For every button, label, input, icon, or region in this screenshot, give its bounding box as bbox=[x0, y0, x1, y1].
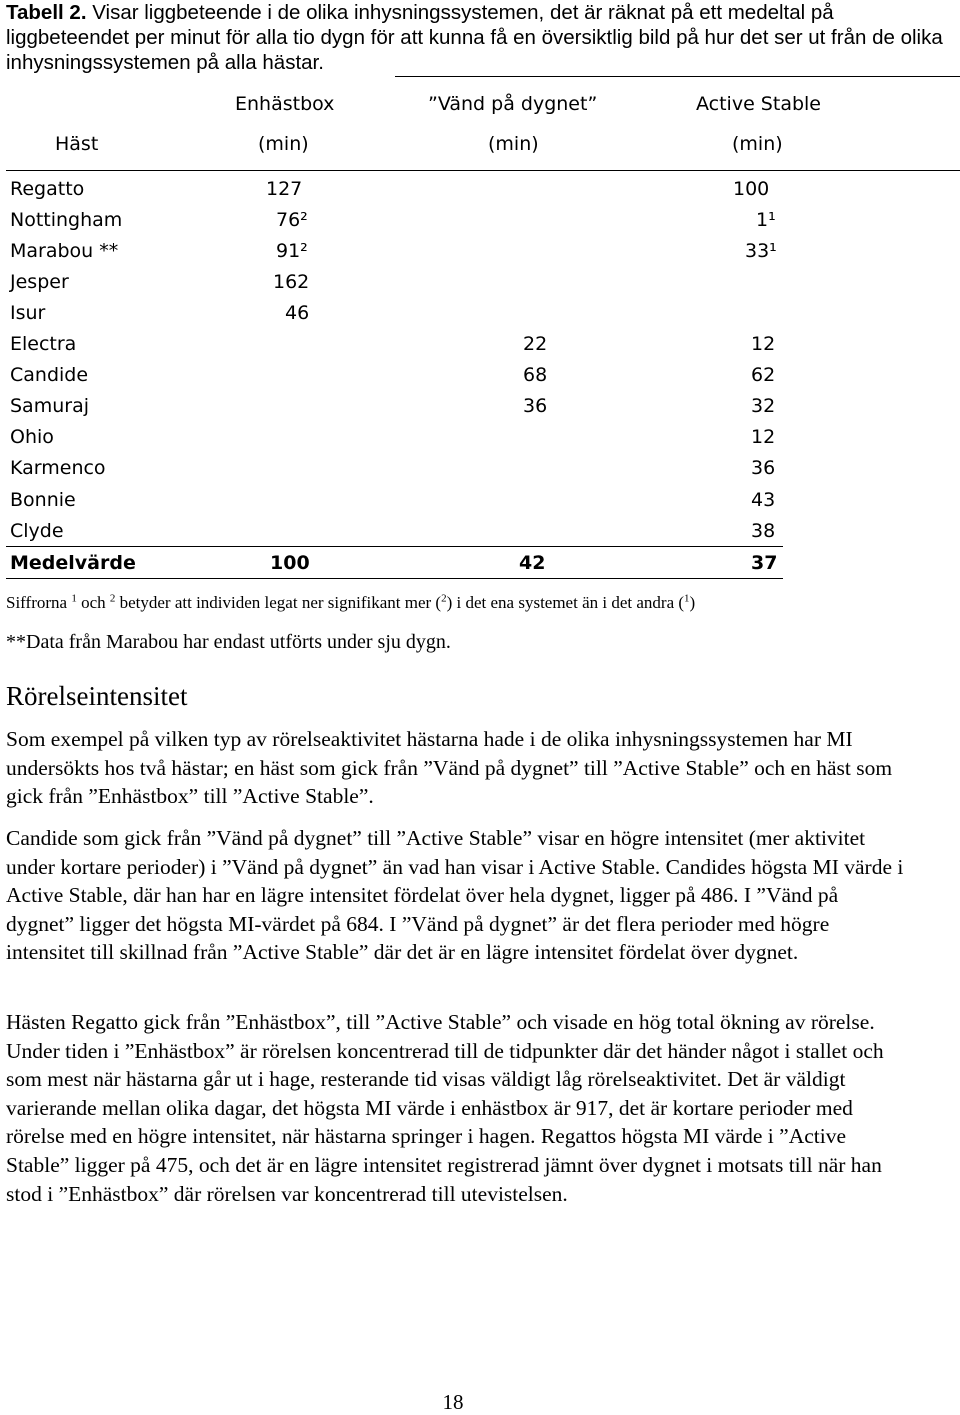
summary-enhastbox: 100 bbox=[270, 552, 310, 574]
row-name: Jesper bbox=[10, 271, 69, 293]
row-name: Karmenco bbox=[10, 457, 106, 479]
row-active: 38 bbox=[751, 520, 776, 542]
row-name: Samuraj bbox=[10, 395, 89, 417]
row-active: 62 bbox=[751, 364, 776, 386]
row-name: Isur bbox=[10, 302, 46, 324]
row-name: Clyde bbox=[10, 520, 64, 542]
footnote-sup: 1 bbox=[684, 592, 690, 605]
header-unit-vand: (min) bbox=[488, 133, 539, 155]
row-name: Regatto bbox=[10, 178, 85, 200]
row-active: 12 bbox=[751, 426, 776, 448]
footnote-text: betyder att individen legat ner signifikant mer ( bbox=[115, 593, 442, 612]
row-active: 1¹ bbox=[756, 209, 776, 231]
summary-active: 37 bbox=[751, 552, 778, 574]
page-number: 18 bbox=[442, 1390, 464, 1414]
footnote-text: ) bbox=[689, 593, 696, 612]
table-caption bbox=[6, 0, 951, 75]
header-unit-active: (min) bbox=[732, 133, 783, 155]
row-enhastbox: 127 bbox=[266, 178, 303, 200]
row-active: 100 bbox=[733, 178, 770, 200]
caption-text: Visar liggbeteende i de olika inhysningssystemen, det är räknat på ett medeltal på liggbeteendet per minut för alla tio dygn för att kunna få en översiktlig bild på hur det ser ut från de olika inhysningssystemen på alla hästar. bbox=[6, 1, 943, 74]
row-vand: 22 bbox=[523, 333, 548, 355]
paragraph-2: Candide som gick från ”Vänd på dygnet” till ”Active Stable” visar en högre intensitet (mer aktivitet under kortare perioder) i ”Vänd på dygnet” än vad han visar i Active Stable. Candides högsta MI värde i Active Stable, där han har en lägre intensitet fördelat över hela dygnet, ligger på 486. I ”Vänd på dygnet” ligger det högsta MI-värdet på 684. I ”Vänd på dygnet” är det flera perioder med högre intensitet till skillnad från ”Active Stable” där det är en lägre intensitet fördelat över dygnet. bbox=[6, 826, 904, 965]
caption-label: Tabell 2. bbox=[6, 1, 87, 24]
footnote-significance bbox=[6, 592, 695, 614]
row-active: 33¹ bbox=[745, 240, 777, 262]
footnote-marabou: **Data från Marabou har endast utförts under sju dygn. bbox=[6, 631, 451, 653]
footnote-sup: 2 bbox=[441, 592, 447, 605]
table-bottom-rule bbox=[6, 578, 783, 579]
row-name: Marabou ** bbox=[10, 240, 119, 262]
row-vand: 36 bbox=[523, 395, 548, 417]
row-active: 36 bbox=[751, 457, 776, 479]
row-name: Electra bbox=[10, 333, 77, 355]
section-heading: Rörelseintensitet bbox=[6, 681, 188, 711]
summary-vand: 42 bbox=[519, 552, 546, 574]
row-active: 32 bbox=[751, 395, 776, 417]
table-summary-rule bbox=[6, 546, 783, 547]
header-hast: Häst bbox=[55, 133, 99, 155]
header-active: Active Stable bbox=[696, 93, 821, 115]
row-active: 43 bbox=[751, 489, 776, 511]
footnote-sup: 2 bbox=[109, 592, 116, 605]
summary-name: Medelvärde bbox=[10, 552, 136, 574]
row-name: Nottingham bbox=[10, 209, 123, 231]
row-name: Bonnie bbox=[10, 489, 76, 511]
header-unit-enhastbox: (min) bbox=[258, 133, 309, 155]
row-enhastbox: 46 bbox=[285, 302, 310, 324]
footnote-text: ) i det ena systemet än i det andra ( bbox=[446, 593, 685, 612]
row-vand: 68 bbox=[523, 364, 548, 386]
header-vand: ”Vänd på dygnet” bbox=[428, 93, 598, 115]
row-name: Candide bbox=[10, 364, 89, 386]
table-header-rule bbox=[6, 170, 960, 171]
row-name: Ohio bbox=[10, 426, 54, 448]
paragraph-1: Som exempel på vilken typ av rörelseaktivitet hästarna hade i de olika inhysningssystemen har MI undersökts hos två hästar; en häst som gick från ”Vänd på dygnet” till ”Active Stable” och en häst som gick från ”Enhästbox” till ”Active Stable”. bbox=[6, 727, 893, 809]
row-active: 12 bbox=[751, 333, 776, 355]
row-enhastbox: 76² bbox=[276, 209, 308, 231]
header-enhastbox: Enhästbox bbox=[235, 93, 335, 115]
table-top-rule bbox=[395, 76, 960, 77]
row-enhastbox: 91² bbox=[276, 240, 308, 262]
footnote-sup: 1 bbox=[71, 592, 77, 605]
row-enhastbox: 162 bbox=[273, 271, 310, 293]
footnote-text: Siffrorna bbox=[6, 593, 72, 612]
paragraph-3: Hästen Regatto gick från ”Enhästbox”, till ”Active Stable” och visade en hög total ökning av rörelse. Under tiden i ”Enhästbox” är rörelsen koncentrerad till de tidpunkter där det händer något i stallet och som mest när hästarna går ut i hage, resterande tid visas väldigt låg rörelseaktivitet. Det är väldigt varierande mellan olika dagar, det högsta MI värde i enhästbox är 917, det är kortare perioder med rörelse med en högre intensitet, när hästarna springer i hagen. Regattos högsta MI värde i ”Active Stable” ligger på 475, och det är en lägre intensitet registrerad jämnt över dygnet i motsats till när han stod i ”Enhästbox” där rörelsen var koncentrerad till utevistelsen. bbox=[6, 1010, 884, 1206]
footnote-text: och bbox=[76, 593, 110, 612]
